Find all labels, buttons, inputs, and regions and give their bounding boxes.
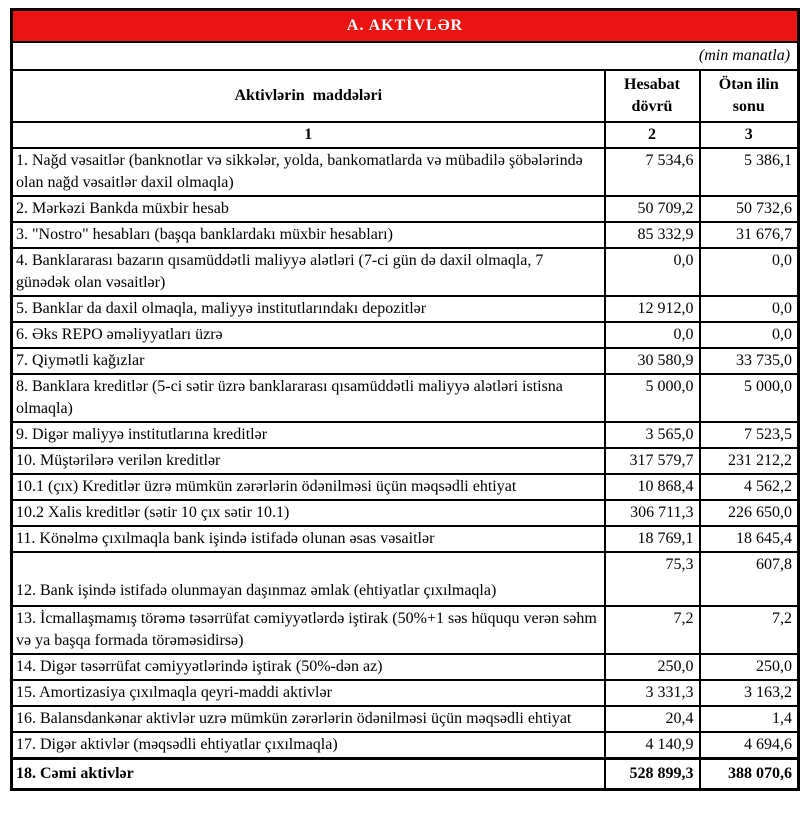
table-row: [12, 222, 799, 248]
assets-table-body: [12, 148, 799, 790]
table-row: [12, 474, 799, 500]
row-label: 11. Könəlmə çıxılmaqla bank işində istifadə olunan əsas vəsaitlər: [12, 526, 605, 552]
value-previous-year-end: 0,0: [700, 296, 799, 322]
value-current-period: 3 565,0: [605, 422, 700, 448]
column-index-row: [12, 122, 799, 148]
value-previous-year-end: 250,0: [700, 654, 799, 680]
value-previous-year-end: 50 732,6: [700, 196, 799, 222]
table-row: [12, 148, 799, 196]
table-row: [12, 732, 799, 759]
column-header-previous-year-end: Ötən ilin sonu: [700, 70, 799, 122]
value-current-period: 5 000,0: [605, 374, 700, 422]
row-label: 4. Banklararası bazarın qısamüddətli maliyyə alətləri (7-ci gün də daxil olmaqla, 7 günədək olan vəsaitlər): [12, 248, 605, 296]
row-label: 13. İcmallaşmamış törəmə təsərrüfat cəmiyyətlərdə iştirak (50%+1 səs hüququ verən səhm və ya başqa formada törəməsidirsə): [12, 606, 605, 654]
assets-table: [10, 8, 800, 791]
table-row: [12, 296, 799, 322]
table-row: [12, 500, 799, 526]
value-current-period: 250,0: [605, 654, 700, 680]
value-current-period: 317 579,7: [605, 448, 700, 474]
row-label: 1. Nağd vəsaitlər (banknotlar və sikkələr, yolda, bankomatlarda və mübadilə şöbələrində olan nağd vəsaitlər daxil olmaqla): [12, 148, 605, 196]
row-label: 18. Cəmi aktivlər: [12, 759, 605, 790]
table-row: [12, 374, 799, 422]
value-previous-year-end: 7,2: [700, 606, 799, 654]
value-current-period: 306 711,3: [605, 500, 700, 526]
value-previous-year-end: 5 386,1: [700, 148, 799, 196]
table-row: [12, 248, 799, 296]
value-current-period: 3 331,3: [605, 680, 700, 706]
value-current-period: 7,2: [605, 606, 700, 654]
row-label: 2. Mərkəzi Bankda müxbir hesab: [12, 196, 605, 222]
value-current-period: 50 709,2: [605, 196, 700, 222]
table-row: [12, 526, 799, 552]
value-previous-year-end: 388 070,6: [700, 759, 799, 790]
value-current-period: 10 868,4: [605, 474, 700, 500]
value-current-period: 528 899,3: [605, 759, 700, 790]
row-label: 8. Banklara kreditlər (5-ci sətir üzrə banklararası qısamüddətli maliyyə alətləri istisna olmaqla): [12, 374, 605, 422]
row-label: 7. Qiymətli kağızlar: [12, 348, 605, 374]
value-current-period: 0,0: [605, 248, 700, 296]
table-row: [12, 759, 799, 790]
value-previous-year-end: 4 694,6: [700, 732, 799, 759]
column-index-2: 2: [605, 122, 700, 148]
value-previous-year-end: 5 000,0: [700, 374, 799, 422]
value-previous-year-end: 3 163,2: [700, 680, 799, 706]
row-label: 14. Digər təsərrüfat cəmiyyətlərində iştirak (50%-dən az): [12, 654, 605, 680]
column-index-1: 1: [12, 122, 605, 148]
row-label: 12. Bank işində istifadə olunmayan daşınmaz əmlak (ehtiyatlar çıxılmaqla): [12, 552, 605, 606]
value-previous-year-end: 18 645,4: [700, 526, 799, 552]
row-label: 17. Digər aktivlər (məqsədli ehtiyatlar çıxılmaqla): [12, 732, 605, 759]
table-row: [12, 448, 799, 474]
table-row: [12, 422, 799, 448]
value-previous-year-end: 226 650,0: [700, 500, 799, 526]
value-previous-year-end: 4 562,2: [700, 474, 799, 500]
row-label: 10.1 (çıx) Kreditlər üzrə mümkün zərərlərin ödənilməsi üçün məqsədli ehtiyat: [12, 474, 605, 500]
column-index-3: 3: [700, 122, 799, 148]
value-current-period: 75,3: [605, 552, 700, 606]
section-title: A. AKTİVLƏR: [12, 10, 799, 43]
table-row: [12, 348, 799, 374]
value-current-period: 12 912,0: [605, 296, 700, 322]
value-previous-year-end: 33 735,0: [700, 348, 799, 374]
row-label: 10. Müştərilərə verilən kreditlər: [12, 448, 605, 474]
value-previous-year-end: 31 676,7: [700, 222, 799, 248]
table-row: [12, 680, 799, 706]
table-row: [12, 552, 799, 606]
table-row: [12, 196, 799, 222]
row-label: 3. "Nostro" hesabları (başqa banklardakı müxbir hesabları): [12, 222, 605, 248]
value-current-period: 18 769,1: [605, 526, 700, 552]
value-current-period: 30 580,9: [605, 348, 700, 374]
section-title-row: [12, 10, 799, 43]
table-row: [12, 654, 799, 680]
table-row: [12, 322, 799, 348]
value-previous-year-end: 0,0: [700, 248, 799, 296]
table-row: [12, 606, 799, 654]
value-current-period: 85 332,9: [605, 222, 700, 248]
row-label: 15. Amortizasiya çıxılmaqla qeyri-maddi aktivlər: [12, 680, 605, 706]
unit-note: (min manatla): [12, 42, 799, 70]
value-previous-year-end: 231 212,2: [700, 448, 799, 474]
row-label: 5. Banklar da daxil olmaqla, maliyyə institutlarındakı depozitlər: [12, 296, 605, 322]
value-previous-year-end: 607,8: [700, 552, 799, 606]
value-current-period: 20,4: [605, 706, 700, 732]
table-row: [12, 706, 799, 732]
value-current-period: 4 140,9: [605, 732, 700, 759]
row-label: 6. Əks REPO əməliyyatları üzrə: [12, 322, 605, 348]
row-label: 16. Balansdankənar aktivlər uzrə mümkün zərərlərin ödənilməsi üçün məqsədli ehtiyat: [12, 706, 605, 732]
column-header-items: Aktivlərin maddələri: [12, 70, 605, 122]
value-current-period: 0,0: [605, 322, 700, 348]
value-previous-year-end: 7 523,5: [700, 422, 799, 448]
value-current-period: 7 534,6: [605, 148, 700, 196]
row-label: 10.2 Xalis kreditlər (sətir 10 çıx sətir 10.1): [12, 500, 605, 526]
row-label: 9. Digər maliyyə institutlarına kreditlər: [12, 422, 605, 448]
value-previous-year-end: 0,0: [700, 322, 799, 348]
unit-note-row: [12, 42, 799, 70]
column-header-row: [12, 70, 799, 122]
column-header-current-period: Hesabat dövrü: [605, 70, 700, 122]
value-previous-year-end: 1,4: [700, 706, 799, 732]
